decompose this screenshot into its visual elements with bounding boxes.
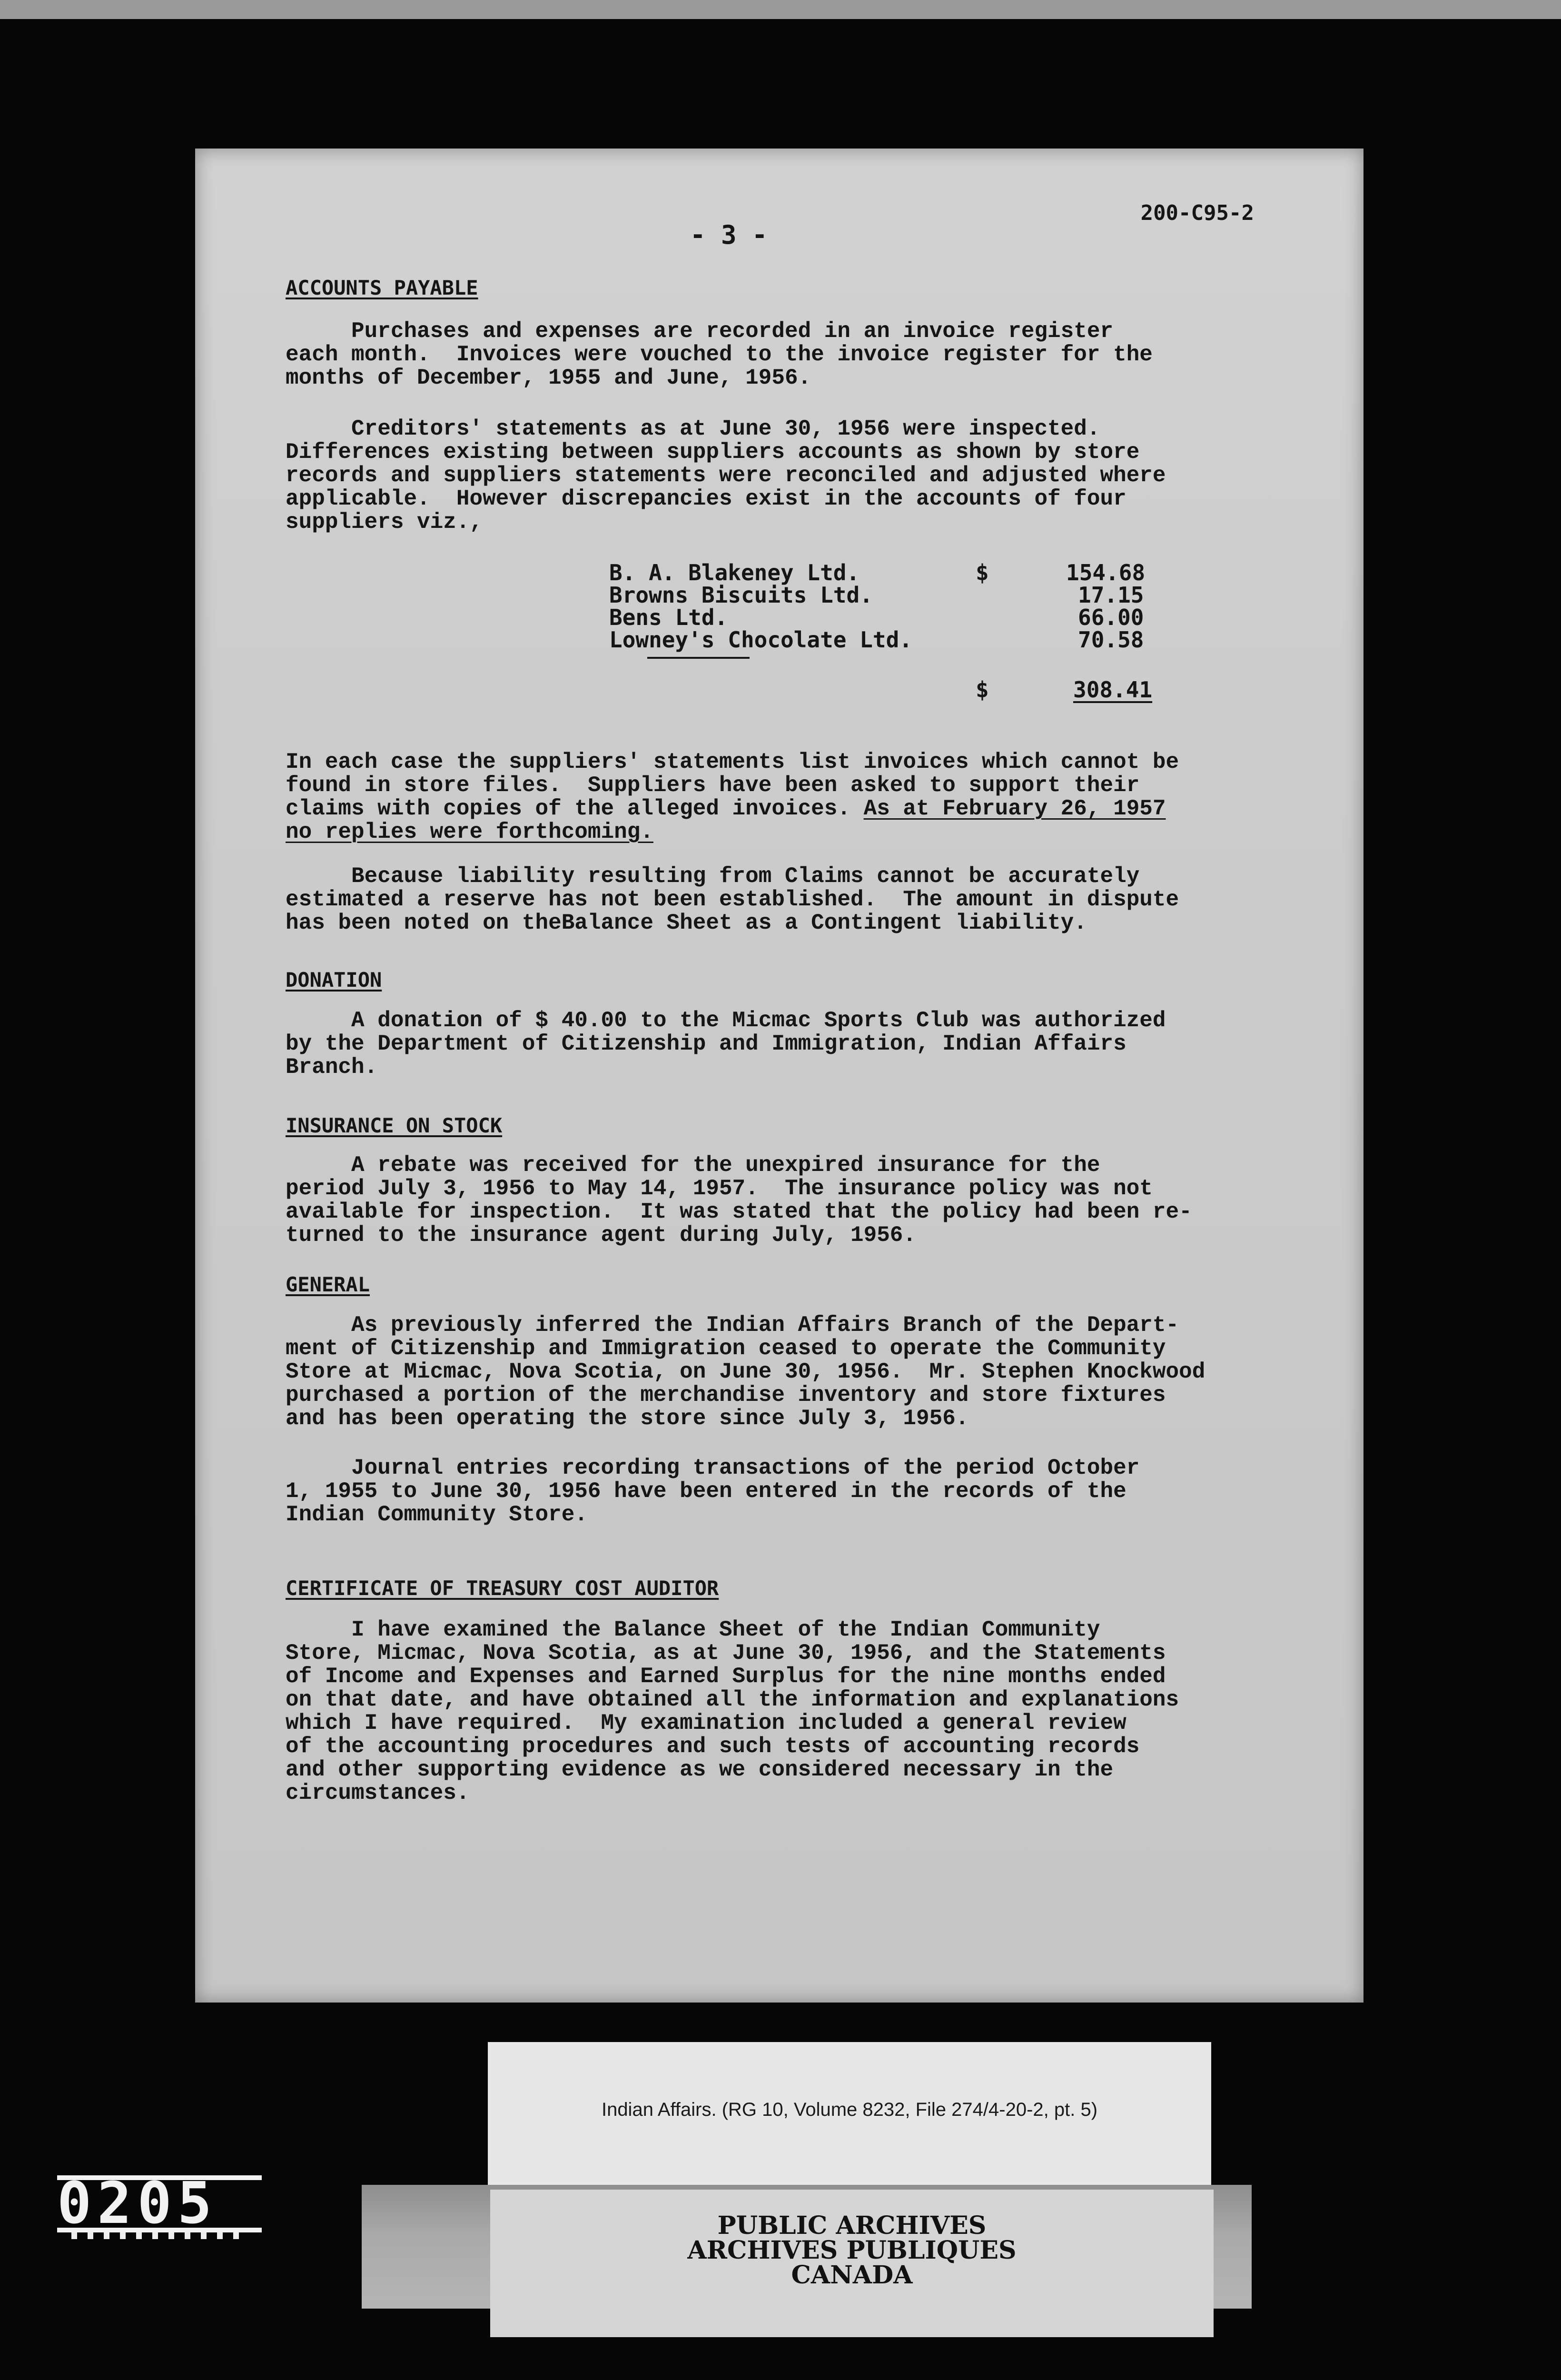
archive-caption: Indian Affairs. (RG 10, Volume 8232, File 274/4-20-2, pt. 5): [601, 2099, 1098, 2120]
supplier-name: B. A. Blakeney Ltd.: [609, 560, 860, 585]
currency-symbol: $: [976, 677, 989, 703]
stamp-line-1: PUBLIC ARCHIVES: [717, 2211, 987, 2240]
currency-symbol: $: [976, 560, 989, 585]
supplier-amount: 66.00: [1078, 605, 1144, 630]
accounts-paragraph-2: Creditors' statements as at June 30, 1956 were inspected. Differences existing between suppliers accounts as shown by store records and suppliers statements were reconciled and adjusted where applicable. However discrepancies exist in the accounts of four suppliers viz.,: [286, 416, 1166, 535]
heading-general: GENERAL: [286, 1273, 370, 1296]
film-tick-marks: [71, 2232, 243, 2239]
accounts-paragraph-3: [286, 751, 1290, 844]
stamp-line-2: ARCHIVES PUBLIQUES: [687, 2236, 1017, 2265]
archive-caption-card: [488, 2042, 1211, 2185]
heading-certificate: CERTIFICATE OF TREASURY COST AUDITOR: [286, 1577, 719, 1600]
accounts-paragraph-3-text: In each case the suppliers' statements list invoices which cannot be found in store files. Suppliers have been asked to support their claims with copies of the alleged invoices.: [286, 750, 1179, 821]
subtotal-rule: [647, 657, 750, 659]
underlined-date-phrase: As at February 26, 1957: [863, 796, 1166, 821]
insurance-paragraph: A rebate was received for the unexpired insurance for the period July 3, 1956 to May 14, 1957. The insurance policy was not available for inspection. It was stated that the policy had been re- turned to the insurance agent during July, 1956.: [286, 1153, 1192, 1248]
supplier-amount: 154.68: [1066, 560, 1146, 585]
accounts-paragraph-1: Purchases and expenses are recorded in an invoice register each month. Invoices were vouched to the invoice register for the months of December, 1955 and June, 1956.: [286, 319, 1153, 390]
general-paragraph-2: Journal entries recording transactions of the period October 1, 1955 to June 30, 1956 have been entered in the records of the Indian Community Store.: [286, 1456, 1140, 1527]
general-paragraph-1: As previously inferred the Indian Affairs Branch of the Depart- ment of Citizenship and Immigration ceased to operate the Community Store at Micmac, Nova Scotia, on June 30, 1956. Mr. Stephen Knockwood purchased a portion of the merchandise inventory and store fixtures and has been operating the store since July 3, 1956.: [286, 1313, 1205, 1431]
accounts-paragraph-4: Because liability resulting from Claims cannot be accurately estimated a reserve has not been established. The amount in dispute has been noted on theBalance Sheet as a Contingent liability.: [286, 864, 1179, 935]
archive-stamp: [490, 2213, 1214, 2288]
total-amount: 308.41: [1073, 677, 1153, 703]
supplier-name: Lowney's Chocolate Ltd.: [609, 627, 912, 653]
supplier-name: Browns Biscuits Ltd.: [609, 582, 873, 608]
file-reference: 200-C95-2: [1140, 201, 1254, 225]
film-frame-number: 0205: [57, 2175, 262, 2232]
supplier-name: Bens Ltd.: [609, 605, 728, 630]
heading-accounts-payable: ACCOUNTS PAYABLE: [286, 276, 478, 299]
certificate-paragraph: I have examined the Balance Sheet of the Indian Community Store, Micmac, Nova Scotia, as at June 30, 1956, and the Statements of Income and Expenses and Earned Surplus for the nine months ended on that date, and have obtained all the information and explanations which I have required. My examination included a general review of the accounting procedures and such tests of accounting records and other supporting evidence as we considered necessary in the circumstances.: [286, 1617, 1179, 1805]
supplier-amount: 17.15: [1078, 582, 1144, 608]
supplier-amount: 70.58: [1078, 627, 1144, 653]
document-page: [195, 149, 1363, 2003]
archive-stamp-card: [490, 2190, 1214, 2337]
heading-insurance-on-stock: INSURANCE ON STOCK: [286, 1114, 503, 1137]
page-number: - 3 -: [690, 220, 768, 250]
underlined-reply-phrase: no replies were forthcoming.: [286, 820, 653, 844]
heading-donation: DONATION: [286, 968, 382, 992]
stamp-line-3: CANADA: [791, 2261, 913, 2290]
donation-paragraph: A donation of $ 40.00 to the Micmac Sports Club was authorized by the Department of Citizenship and Immigration, Indian Affairs Branch.: [286, 1008, 1166, 1080]
film-top-edge: [0, 0, 1561, 19]
table-total-row: [609, 677, 1161, 705]
